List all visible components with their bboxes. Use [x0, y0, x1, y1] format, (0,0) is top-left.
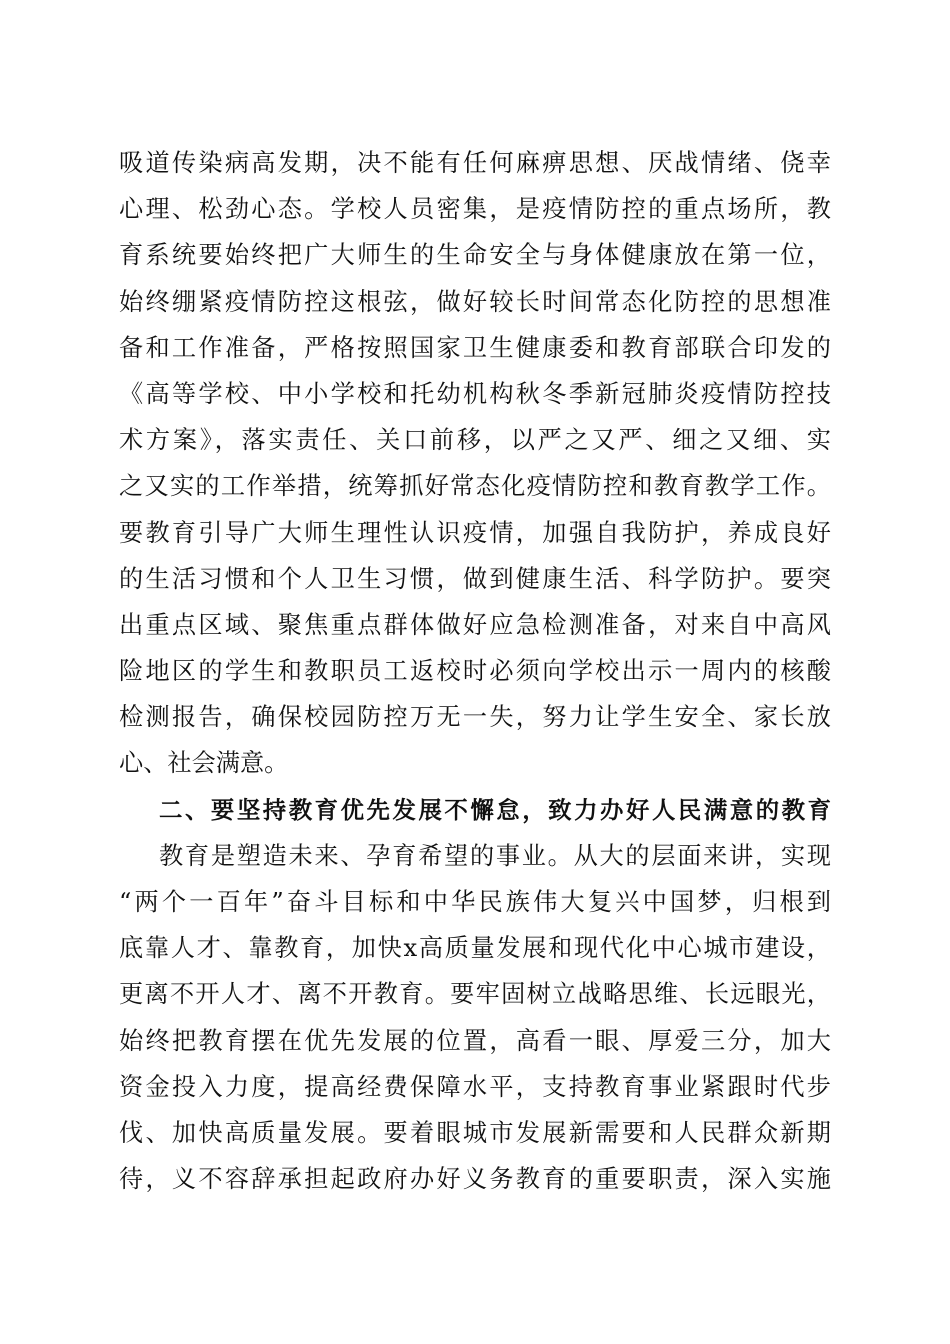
- text-line: 资金投入力度，提高经费保障水平，支持教育事业紧跟时代步: [119, 1072, 831, 1101]
- section-heading: 二、要坚持教育优先发展不懈怠，致力办好人民满意的教育: [159, 795, 831, 824]
- text-line: 心、社会满意。: [119, 749, 289, 778]
- text-line: 伐、加快高质量发展。要着眼城市发展新需要和人民群众新期: [119, 1118, 831, 1147]
- text-line: 检测报告，确保校园防控万无一失，努力让学生安全、家长放: [119, 703, 831, 732]
- text-line: 《高等学校、中小学校和托幼机构秋冬季新冠肺炎疫情防控技: [119, 379, 831, 408]
- text-line: 的生活习惯和个人卫生习惯，做到健康生活、科学防护。要突: [119, 564, 831, 593]
- text-line: 底靠人才、靠教育，加快x高质量发展和现代化中心城市建设，: [119, 934, 831, 963]
- document-body: [119, 140, 831, 1202]
- text-line: 待，义不容辞承担起政府办好义务教育的重要职责，深入实施: [119, 1165, 831, 1194]
- text-line: 始终绷紧疫情防控这根弦，做好较长时间常态化防控的思想准: [119, 287, 831, 316]
- text-line: 险地区的学生和教职员工返校时必须向学校出示一周内的核酸: [119, 657, 831, 686]
- text-line: 出重点区域、聚焦重点群体做好应急检测准备，对来自中高风: [119, 610, 831, 639]
- text-line: 备和工作准备，严格按照国家卫生健康委和教育部联合印发的: [119, 333, 831, 362]
- text-line: 更离不开人才、离不开教育。要牢固树立战略思维、长远眼光，: [119, 980, 831, 1009]
- text-line: 心理、松劲心态。学校人员密集，是疫情防控的重点场所，教: [119, 195, 831, 224]
- text-line: 之又实的工作举措，统筹抓好常态化疫情防控和教育教学工作。: [119, 472, 831, 501]
- text-line: 要教育引导广大师生理性认识疫情，加强自我防护，养成良好: [119, 518, 831, 547]
- text-line: 育系统要始终把广大师生的生命安全与身体健康放在第一位，: [119, 241, 831, 270]
- text-line: “两个一百年”奋斗目标和中华民族伟大复兴中国梦，归根到: [119, 888, 831, 916]
- paragraph-epidemic-prevention: [119, 140, 831, 787]
- text-line: 术方案》，落实责任、关口前移，以严之又严、细之又细、实: [119, 426, 831, 455]
- text-line: 始终把教育摆在优先发展的位置，高看一眼、厚爱三分，加大: [119, 1026, 831, 1055]
- text-line: 教育是塑造未来、孕育希望的事业。从大的层面来讲，实现: [159, 841, 831, 870]
- text-line: 吸道传染病高发期，决不能有任何麻痹思想、厌战情绪、侥幸: [119, 149, 831, 177]
- paragraph-education-priority: [119, 833, 831, 1203]
